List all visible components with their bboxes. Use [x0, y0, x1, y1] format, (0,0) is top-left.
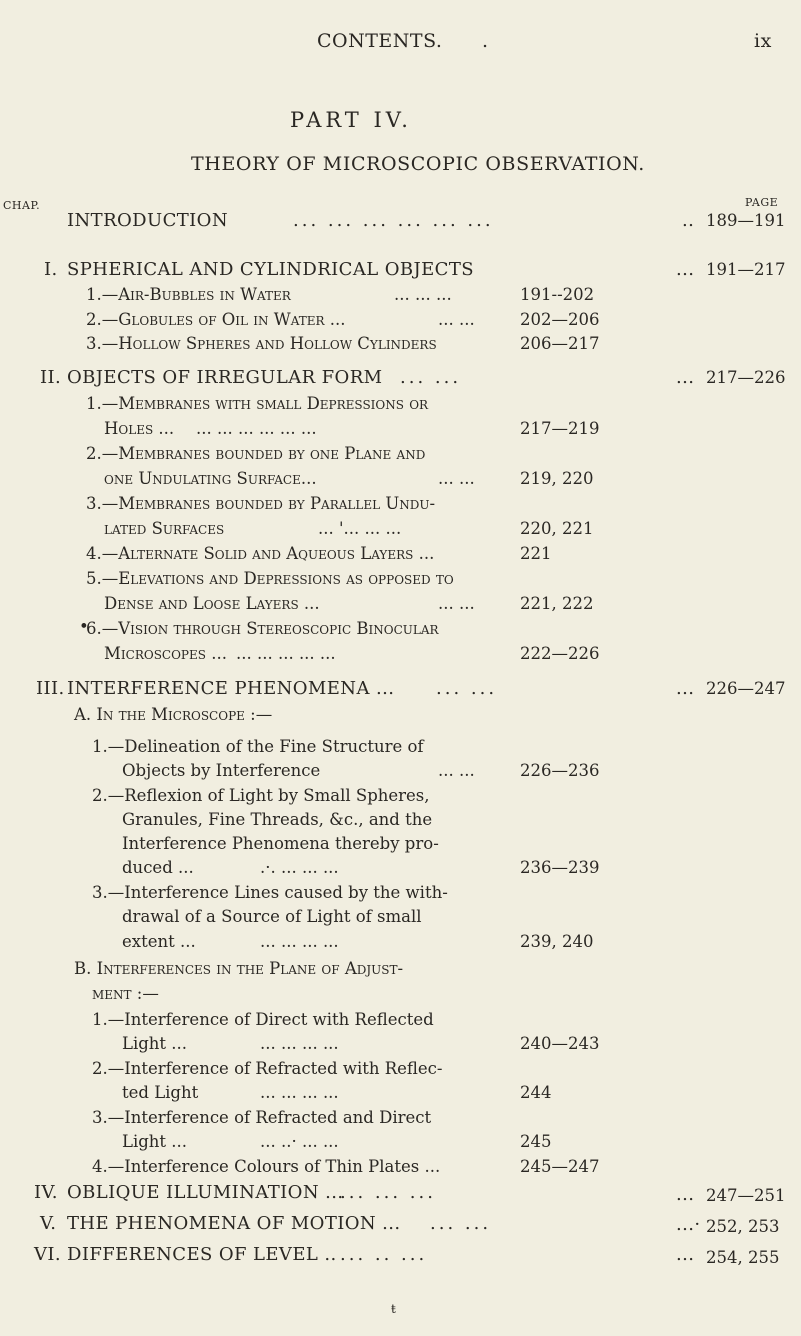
toc-entry-section: 2.—Reflexion of Light by Small Spheres, [92, 786, 430, 805]
leader-dots: ... '... ... ... [318, 519, 402, 538]
toc-entry-section: 3.—Membranes bounded by Parallel Undu- [86, 494, 436, 513]
toc-entry-section-continued: Light ... [122, 1034, 188, 1053]
toc-entry-chapter-title: THE PHENOMENA OF MOTION ... [67, 1213, 401, 1234]
page-column-label: PAGE [745, 196, 779, 209]
page-range: 236—239 [520, 858, 600, 877]
toc-entry-section-continued: lated Surfaces [104, 519, 225, 538]
leader-dots: ... ... ... ... ... ... [293, 210, 494, 231]
toc-entry-section: 1.—Delineation of the Fine Structure of [92, 737, 424, 756]
page-range: 220, 221 [520, 519, 594, 538]
toc-entry-section: 4.—Interference Colours of Thin Plates ... [92, 1157, 441, 1176]
toc-entry-section: 3.—Interference of Refracted and Direct [92, 1108, 432, 1127]
leader-dots: ... [676, 678, 695, 699]
leader-dots: ... ... [438, 469, 475, 488]
page-range: 226—236 [520, 761, 600, 780]
leader-dots: ... [676, 367, 695, 388]
toc-entry-section-continued: ted Light [122, 1083, 199, 1102]
page-range: 222—226 [520, 644, 600, 663]
page-range: 217—226 [706, 368, 786, 387]
toc-entry-section-continued: one Undulating Surface... [104, 469, 317, 488]
part-title: PART IV. [290, 108, 412, 132]
toc-entry-section-continued: extent ... [122, 932, 196, 951]
leader-dots: ... ... [438, 761, 475, 780]
running-header-dot: . [482, 30, 489, 52]
toc-entry-section: 3.—Hollow Spheres and Hollow Cylinders [86, 334, 437, 353]
toc-entry-section: 2.—Globules of Oil in Water ... [86, 310, 346, 329]
leader-dots: ... ... [438, 310, 475, 329]
leader-dots: ... ... ... ... ... [236, 644, 336, 663]
page-range: 217—219 [520, 419, 600, 438]
chapter-number: II. [40, 367, 62, 388]
page-range: 254, 255 [706, 1248, 780, 1267]
toc-entry-section: 3.—Interference Lines caused by the with- [92, 883, 448, 902]
leader-dots: ... [676, 259, 695, 280]
leader-dots: ... ... [430, 1213, 492, 1234]
toc-entry-subgroup: A. In the Microscope :— [74, 705, 273, 724]
toc-entry-section: 2.—Interference of Refracted with Reflec- [92, 1059, 443, 1078]
running-header-title: CONTENTS. [317, 30, 443, 52]
leader-dots: ... ... ... [394, 285, 452, 304]
page-range: 247—251 [706, 1186, 786, 1205]
toc-entry-section-continued: Holes ... [104, 419, 175, 438]
toc-entry-section-continued: Granules, Fine Threads, &c., and the [122, 810, 433, 829]
chapter-number: I. [44, 259, 58, 280]
signature-mark: ŧ [391, 1302, 396, 1316]
leader-dots: ... ... ... ... [260, 932, 339, 951]
leader-dots: ...· [676, 1214, 701, 1235]
page-range: 226—247 [706, 679, 786, 698]
toc-entry-section-continued: duced ... [122, 858, 194, 877]
leader-dots: ... ... [400, 367, 462, 388]
chapter-number: V. [40, 1213, 57, 1234]
toc-entry-section: 6.—Vision through Stereoscopic Binocular [86, 619, 439, 638]
leader-dots: ... ... ... ... [260, 1034, 339, 1053]
leader-dots: ... ... ... ... [260, 1083, 339, 1102]
leader-dots: ... ... ... ... ... ... [196, 419, 317, 438]
toc-entry-section: 4.—Alternate Solid and Aqueous Layers ... [86, 544, 435, 563]
leader-dots: ... .. ... [340, 1244, 428, 1265]
toc-entry-section: 2.—Membranes bounded by one Plane and [86, 444, 426, 463]
toc-entry-section-continued: drawal of a Source of Light of small [122, 907, 422, 926]
page-range: 202—206 [520, 310, 600, 329]
toc-entry-chapter-title: DIFFERENCES OF LEVEL .. [67, 1244, 337, 1265]
page-range: 191—217 [706, 260, 786, 279]
leader-dots: .. [682, 210, 695, 231]
page-range: 191--202 [520, 285, 595, 304]
leader-dots: ... ... ... [340, 1182, 436, 1203]
page-number: ix [754, 30, 772, 52]
margin-mark: • [79, 617, 89, 636]
page-range: 244 [520, 1083, 552, 1102]
chapter-number: VI. [34, 1244, 62, 1265]
leader-dots: .·. ... ... ... [260, 858, 339, 877]
toc-entry-section-continued: Light ... [122, 1132, 188, 1151]
toc-entry-section-continued: Dense and Loose Layers ... [104, 594, 320, 613]
toc-entry-section-continued: Objects by Interference [122, 761, 321, 780]
toc-entry-section: 5.—Elevations and Depressions as opposed to [86, 569, 454, 588]
leader-dots: ... [676, 1184, 695, 1205]
toc-entry-chapter-title: INTERFERENCE PHENOMENA ... [67, 678, 395, 699]
chapter-number: IV. [34, 1182, 58, 1203]
chap-column-label: CHAP. [3, 199, 41, 212]
toc-entry-chapter-title: OBLIQUE ILLUMINATION ... [67, 1182, 344, 1203]
part-subtitle: THEORY OF MICROSCOPIC OBSERVATION. [191, 153, 645, 175]
toc-entry-subgroup: B. Interferences in the Plane of Adjust- [74, 959, 404, 978]
page-range: 221, 222 [520, 594, 594, 613]
page-range: 245 [520, 1132, 552, 1151]
leader-dots: ... [676, 1244, 695, 1265]
page-range: 245—247 [520, 1157, 600, 1176]
page-range: 252, 253 [706, 1217, 780, 1236]
page-range: 239, 240 [520, 932, 594, 951]
leader-dots: ... ..· ... ... [260, 1132, 339, 1151]
toc-entry-section: 1.—Air-Bubbles in Water [86, 285, 291, 304]
toc-entry-section-continued: Interference Phenomena thereby pro- [122, 834, 439, 853]
toc-entry-chapter-title: SPHERICAL AND CYLINDRICAL OBJECTS [67, 259, 474, 280]
page-range: 219, 220 [520, 469, 594, 488]
toc-entry-chapter-title: OBJECTS OF IRREGULAR FORM [67, 367, 383, 388]
page-range: 206—217 [520, 334, 600, 353]
toc-entry-subgroup-continued: ment :— [92, 984, 159, 1003]
toc-entry-section: 1.—Membranes with small Depressions or [86, 394, 429, 413]
page-range: 221 [520, 544, 552, 563]
chapter-number: III. [36, 678, 65, 699]
page-range: 240—243 [520, 1034, 600, 1053]
toc-entry-section-continued: Microscopes ... [104, 644, 227, 663]
leader-dots: ... ... [436, 678, 498, 699]
page-range: 189—191 [706, 211, 786, 230]
toc-entry-section: 1.—Interference of Direct with Reflected [92, 1010, 434, 1029]
toc-entry-introduction: INTRODUCTION [67, 210, 228, 231]
leader-dots: ... ... [438, 594, 475, 613]
